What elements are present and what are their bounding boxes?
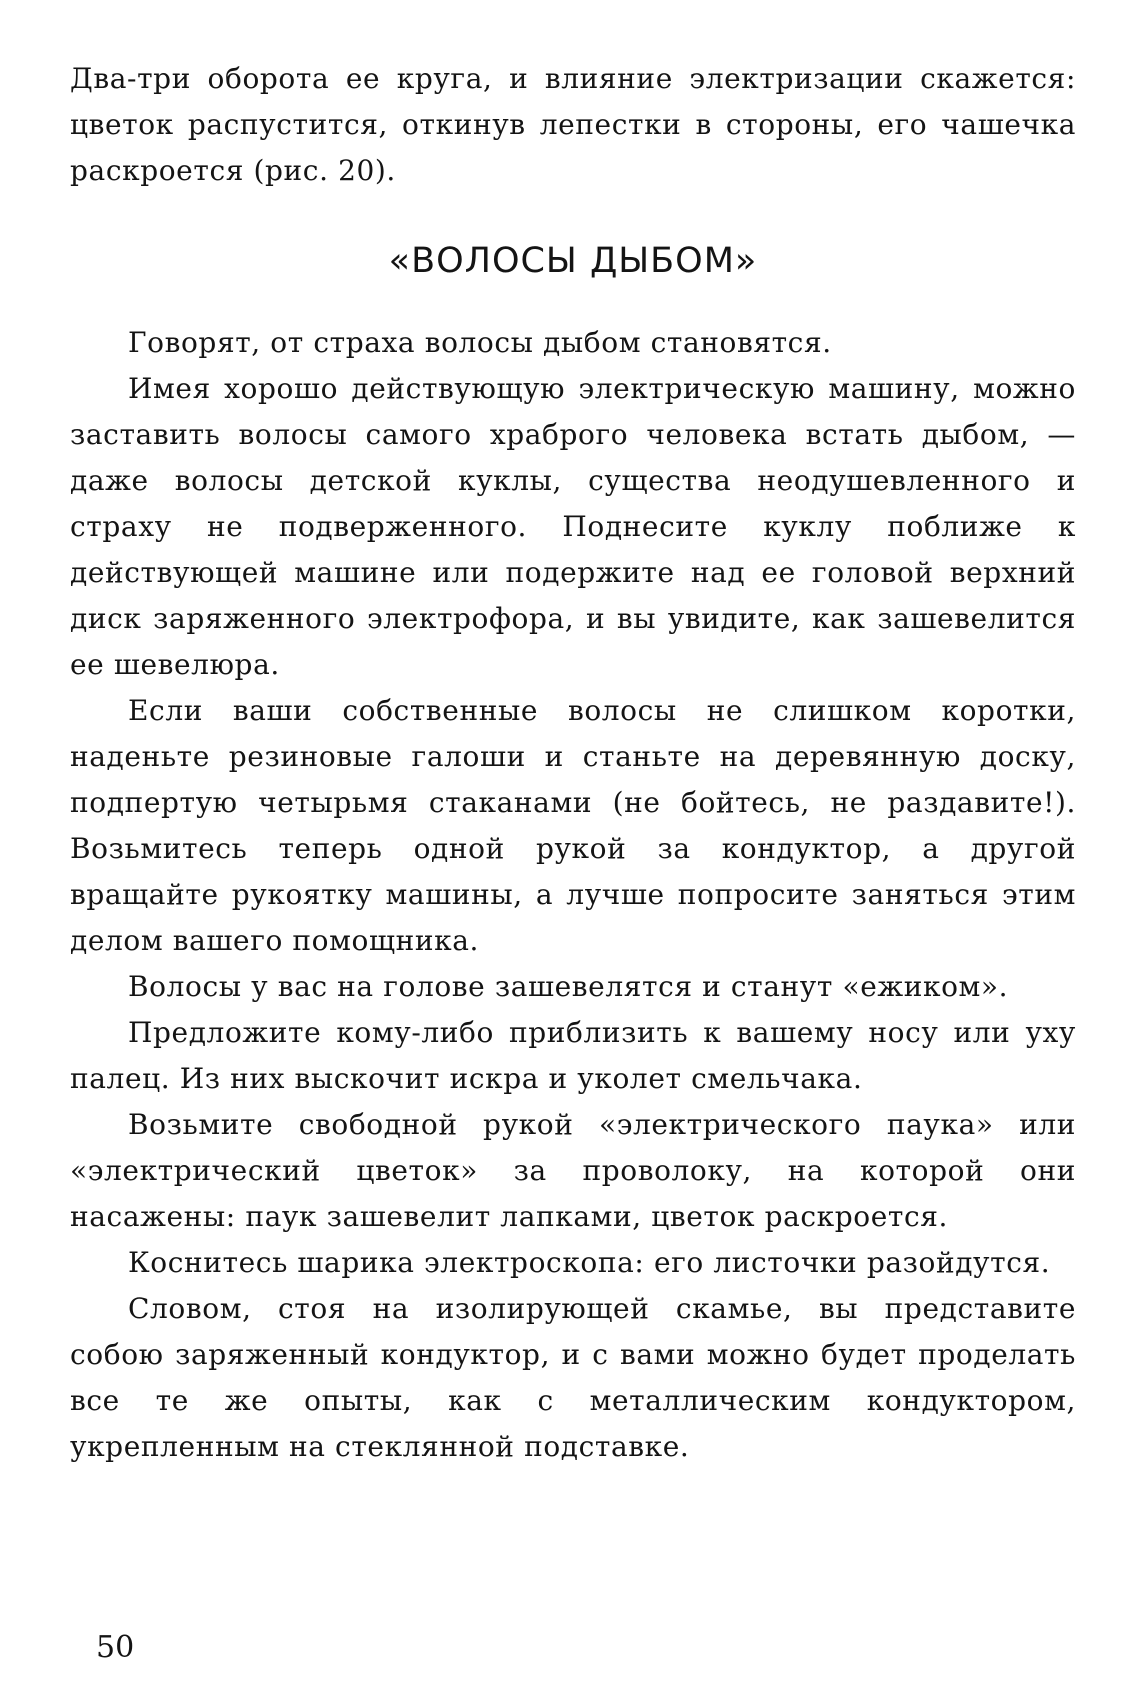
paragraph-4: Волосы у вас на голове зашевелятся и станут «ежиком». bbox=[128, 970, 1009, 1003]
paragraph-8: Словом, стоя на изолирующей скамье, вы представите собою заряженный кондуктор, и с вами можно будет проделать все те же опыты, как с металлическим кондуктором, укрепленным на стеклянной подставке. bbox=[70, 1292, 1076, 1463]
page-number: 50 bbox=[96, 1630, 135, 1665]
section-heading: «ВОЛОСЫ ДЫБОМ» bbox=[388, 241, 758, 281]
paragraph-2: Имея хорошо действующую электрическую машину, можно заставить волосы самого храброго человека встать дыбом, — даже волосы детской куклы, существа неодушевленного и страху не подверженного. Поднесите куклу поближе к действующей машине или подержите над ее головой верхний диск заряженного электрофора, и вы увидите, как зашевелится ее шевелюра. bbox=[70, 372, 1076, 681]
intro-paragraph: Два-три оборота ее круга, и влияние электризации скажется: цветок распустится, откинув лепестки в стороны, его чашечка раскроется (рис. 20). bbox=[70, 62, 1076, 187]
paragraph-6: Возьмите свободной рукой «электрического паука» или «электрический цветок» за проволоку, на которой они насажены: паук зашевелит лапками, цветок раскроется. bbox=[70, 1108, 1076, 1233]
book-page bbox=[70, 56, 1076, 1665]
paragraph-5: Предложите кому-либо приблизить к вашему носу или уху палец. Из них выскочит искра и уколет смельчака. bbox=[70, 1016, 1076, 1095]
paragraph-3: Если ваши собственные волосы не слишком коротки, наденьте резиновые галоши и станьте на деревянную доску, подпертую четырьмя стаканами (не бойтесь, не раздавите!). Возьмитесь теперь одной рукой за кондуктор, а другой вращайте рукоятку машины, а лучше попросите заняться этим делом вашего помощника. bbox=[70, 694, 1076, 957]
paragraph-7: Коснитесь шарика электроскопа: его листочки разойдутся. bbox=[128, 1246, 1051, 1279]
paragraph-1: Говорят, от страха волосы дыбом становятся. bbox=[128, 326, 832, 359]
